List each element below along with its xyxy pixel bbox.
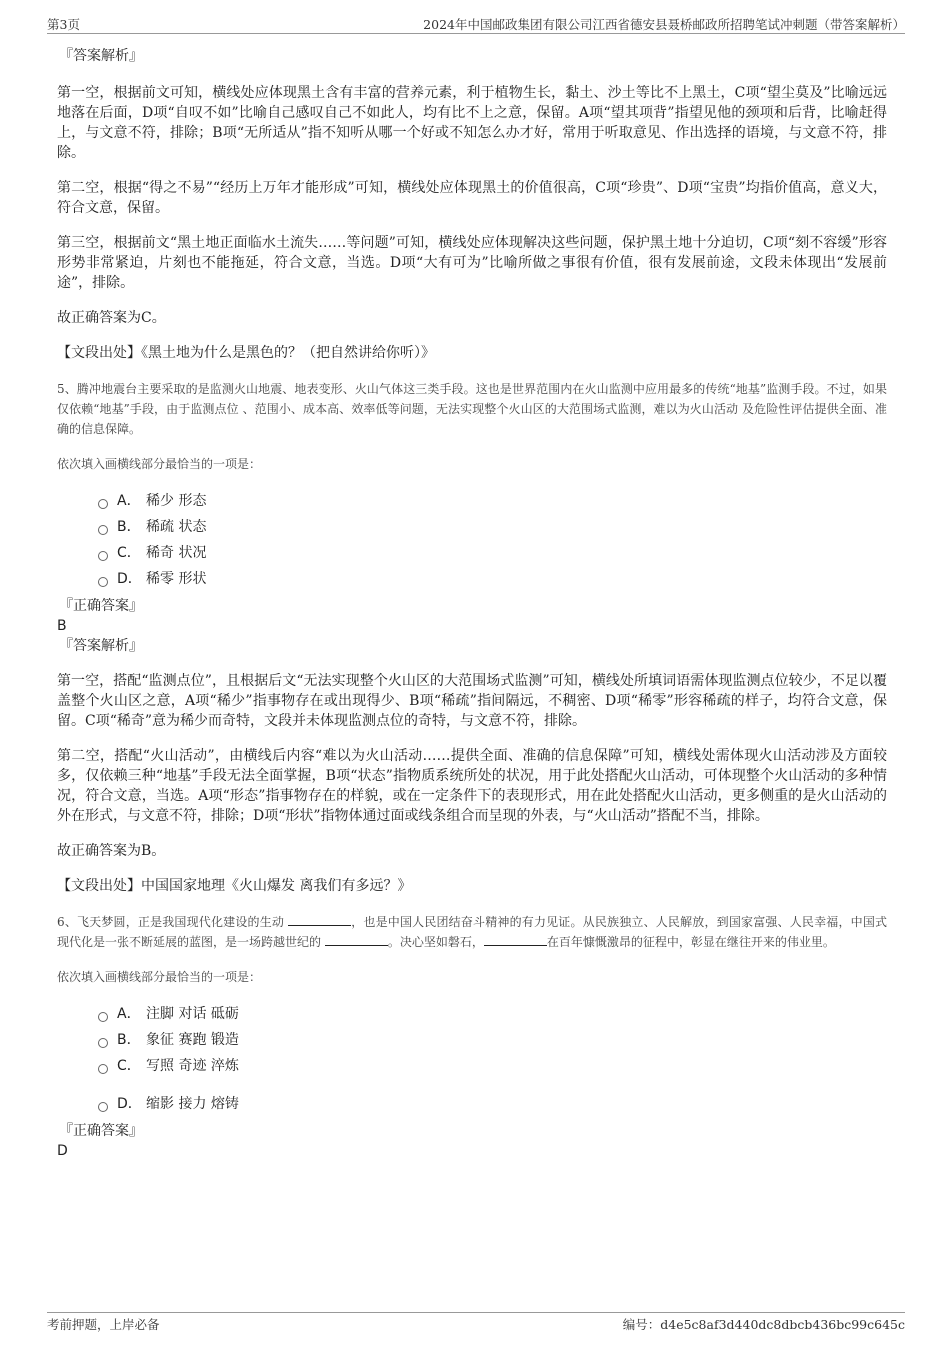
- q5-analysis-label: 『答案解析』: [59, 638, 143, 654]
- q5-option-a[interactable]: A． 稀少 形态: [98, 488, 887, 514]
- page-header: [47, 13, 905, 34]
- q5-prompt: 依次填入画横线部分最恰当的一项是：: [57, 457, 262, 471]
- radio-icon[interactable]: [98, 1038, 108, 1048]
- q4-conclusion: 故正确答案为C。: [57, 310, 166, 326]
- q6-options: [98, 1001, 887, 1117]
- footer-slogan: 考前押题，上岸必备: [47, 1317, 160, 1332]
- radio-icon[interactable]: [98, 525, 108, 535]
- q6-correct-answer: D: [57, 1143, 68, 1159]
- q4-analysis-p2: 第二空，根据“得之不易”“经历上万年才能形成”可知，横线处应体现黑土的价值很高，C项“珍贵”、D项“宝贵”均指价值高，意义大，符合文意，保留。: [57, 180, 887, 216]
- page-number: 第3页: [47, 17, 80, 32]
- q6-stem: 6、飞天梦圆，正是我国现代化建设的生动 ，也是中国人民团结奋斗精神的有力见证。从民族独立、人民解放，到国家富强、人民幸福，中国式现代化是一张不断延展的蓝图，是一场跨越世纪的 。决心坚如磐石， 在百年慷慨激昂的征程中，彰显在继往开来的伟业里。: [57, 915, 887, 949]
- page-content: [57, 44, 887, 1161]
- q6-prompt: 依次填入画横线部分最恰当的一项是：: [57, 970, 262, 984]
- q6-option-c[interactable]: C． 写照 奇迹 淬炼: [98, 1053, 887, 1079]
- radio-icon[interactable]: [98, 1012, 108, 1022]
- q6-option-d[interactable]: D． 缩影 接力 熔铸: [98, 1091, 887, 1117]
- q5-options: [98, 488, 887, 592]
- q6-option-a[interactable]: A． 注脚 对话 砥砺: [98, 1001, 887, 1027]
- radio-icon[interactable]: [98, 499, 108, 509]
- q4-source: 【文段出处】《黑土地为什么是黑色的？（把自然讲给你听）》: [57, 345, 435, 361]
- q5-option-b[interactable]: B． 稀疏 状态: [98, 514, 887, 540]
- blank-2: [325, 933, 388, 946]
- blank-3: [484, 933, 547, 946]
- page-footer: [47, 1312, 905, 1335]
- radio-icon[interactable]: [98, 577, 108, 587]
- q6-option-b[interactable]: B． 象征 赛跑 锻造: [98, 1027, 887, 1053]
- radio-icon[interactable]: [98, 1064, 108, 1074]
- footer-code: 编号：d4e5c8af3d440dc8dbcb436bc99c645c: [622, 1317, 905, 1332]
- blank-1: [288, 913, 351, 926]
- q5-source: 【文段出处】中国国家地理《火山爆发 离我们有多远？》: [57, 878, 412, 894]
- q4-analysis-p3: 第三空，根据前文“黑土地正面临水土流失……等问题”可知，横线处应体现解决这些问题，保护黑土地十分迫切，C项“刻不容缓”形容形势非常紧迫，片刻也不能拖延，符合文意，当选。D项“大有可为”比喻所做之事很有价值，很有发展前途，文段未体现出“发展前途”，排除。: [57, 235, 887, 291]
- q5-correct-answer: B: [57, 618, 67, 634]
- q4-analysis-label: 『答案解析』: [59, 48, 143, 64]
- q5-analysis-p2: 第二空，搭配“火山活动”，由横线后内容“难以为火山活动……提供全面、准确的信息保障”可知，横线处需体现火山活动涉及方面较多，仅依赖三种“地基”手段无法全面掌握，B项“状态”指物质系统所处的状况，用于此处搭配火山活动，可体现整个火山活动的多种情况，符合文意，当选。A项“形态”指事物存在的样貌，或在一定条件下的表现形式，用在此处搭配火山活动，更多侧重的是火山活动的外在形式，与文意不符，排除；D项“形状”指物体通过面或线条组合而呈现的外表，与“火山活动”搭配不当，排除。: [57, 748, 887, 824]
- q5-option-d[interactable]: D． 稀零 形状: [98, 566, 887, 592]
- q5-stem: 5、腾冲地震台主要采取的是监测火山地震、地表变形、火山气体这三类手段。这也是世界范围内在火山监测中应用最多的传统“地基”监测手段。不过，如果仅依赖“地基”手段，由于监测点位 、范围小、成本高、效率低等问题，无法实现整个火山区的大范围场式监测，难以为火山活动 及危险性评估提供全面、准确的信息保障。: [57, 382, 887, 436]
- q5-conclusion: 故正确答案为B。: [57, 843, 166, 859]
- q6-correct-label: 『正确答案』: [59, 1123, 143, 1139]
- radio-icon[interactable]: [98, 1102, 108, 1112]
- document-title: 2024年中国邮政集团有限公司江西省德安县聂桥邮政所招聘笔试冲刺题（带答案解析）: [423, 17, 905, 32]
- q4-analysis-p1: 第一空，根据前文可知，横线处应体现黑土含有丰富的营养元素，利于植物生长，黏土、沙土等比不上黑土，C项“望尘莫及”比喻远远地落在后面，D项“自叹不如”比喻自己感叹自己不如此人，均有比不上之意，保留。A项“望其项背”指望见他的颈项和后背，比喻赶得上，与文意不符，排除；B项“无所适从”指不知听从哪一个好或不知怎么办才好，常用于听取意见、作出选择的语境，与文意不符，排除。: [57, 85, 887, 161]
- q5-option-c[interactable]: C． 稀奇 状况: [98, 540, 887, 566]
- q5-analysis-p1: 第一空，搭配“监测点位”，且根据后文“无法实现整个火山区的大范围场式监测”可知，横线处所填词语需体现监测点位较少，不足以覆盖整个火山区之意，A项“稀少”指事物存在或出现得少、B项“稀疏”指间隔远，不稠密、D项“稀零”形容稀疏的样子，均符合文意，保留。C项“稀奇”意为稀少而奇特，文段并未体现监测点位的奇特，与文意不符，排除。: [57, 673, 887, 729]
- radio-icon[interactable]: [98, 551, 108, 561]
- q5-correct-label: 『正确答案』: [59, 598, 143, 614]
